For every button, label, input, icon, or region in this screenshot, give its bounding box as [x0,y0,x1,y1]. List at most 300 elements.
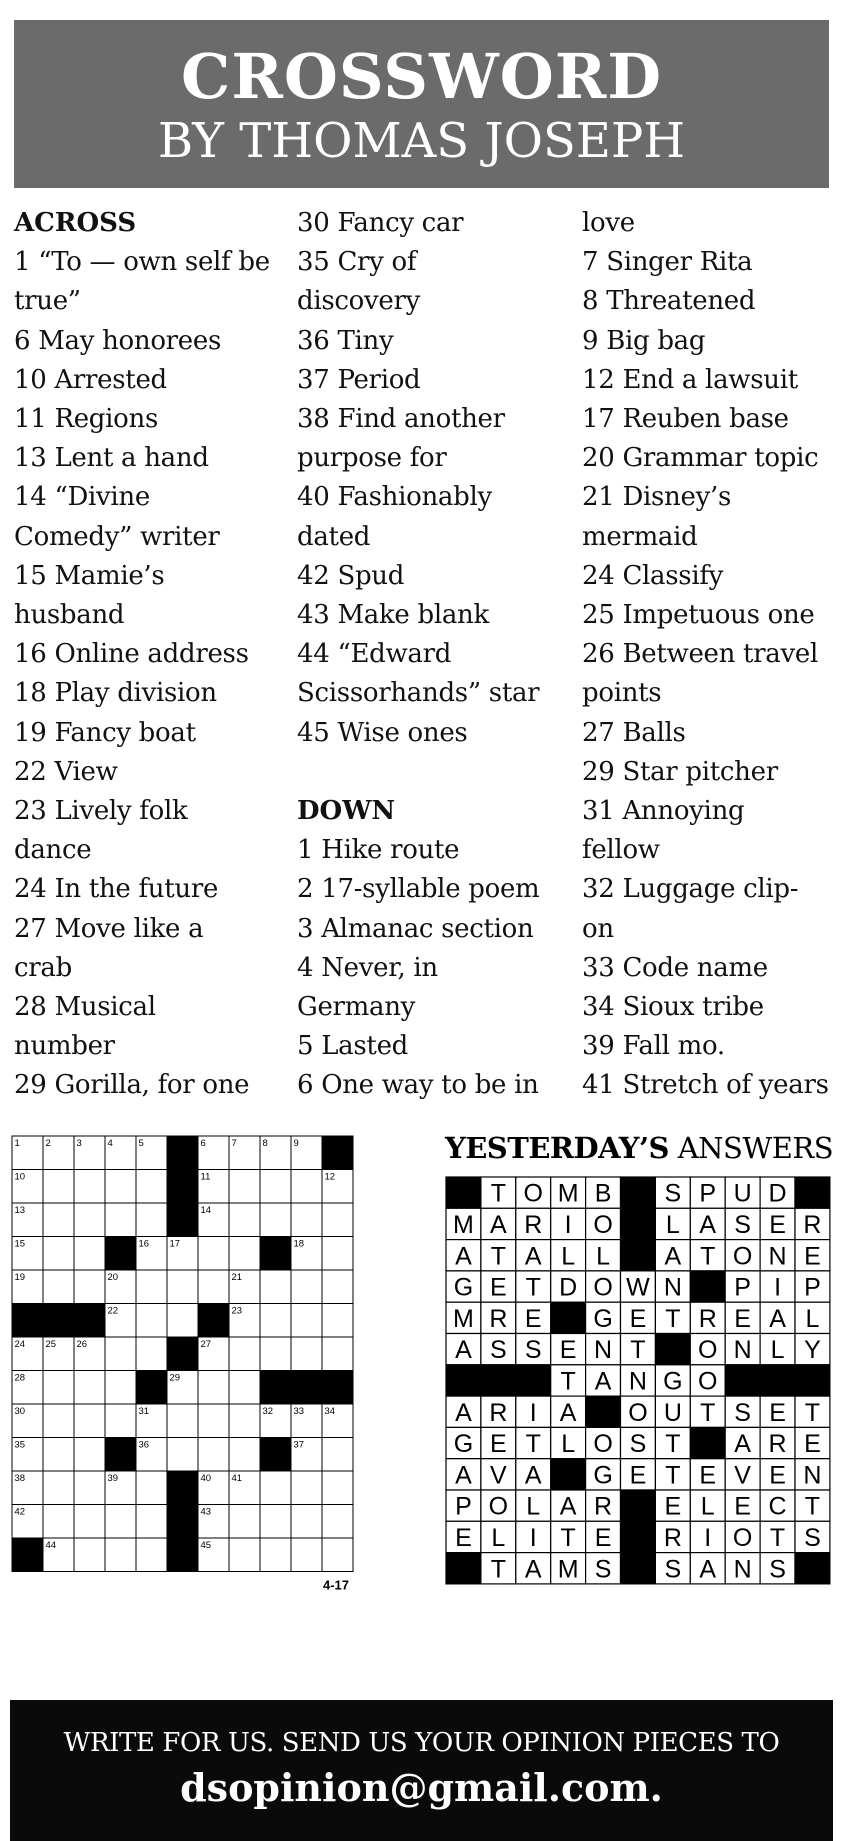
clue-down-41: 41 Stretch of years [582,1070,829,1101]
clue-across-14b: Comedy” writer [14,521,220,552]
grid-number: 39 [107,1473,119,1484]
grid-cell[interactable] [136,1538,167,1572]
grid-cell[interactable] [260,1270,291,1304]
grid-cell[interactable] [136,1337,167,1371]
grid-number: 12 [324,1171,336,1183]
grid-cell[interactable] [167,1438,198,1472]
grid-cell[interactable] [291,1270,322,1304]
clue-across-18: 18 Play division [14,678,217,709]
answer-letter: R [489,1304,508,1333]
answer-letter: L [561,1430,576,1459]
answer-letter: T [490,1179,506,1208]
answer-letter: I [774,1273,782,1302]
clue-across-6: 6 May honorees [14,325,222,356]
grid-number: 37 [293,1439,305,1451]
clue-across-27a: 27 Move like a [14,913,204,944]
grid-cell[interactable] [43,1170,74,1204]
grid-cell[interactable] [291,1337,322,1371]
grid-number: 20 [107,1272,119,1283]
grid-cell[interactable] [167,1304,198,1338]
grid-cell[interactable] [322,1538,353,1572]
grid-block-cell [105,1237,136,1271]
clue-across-42: 42 Spud [297,560,405,591]
grid-number: 42 [14,1506,26,1518]
clue-down-17: 17 Reuben base [582,404,789,435]
answer-letter: E [734,1304,751,1333]
grid-block-cell [260,1371,291,1405]
grid-cell[interactable] [291,1170,322,1204]
grid-number: 18 [293,1238,305,1250]
answer-block-cell [760,1365,795,1396]
answer-letter: R [524,1210,543,1239]
grid-cell[interactable] [322,1471,353,1505]
answer-block-cell [655,1334,690,1365]
grid-cell[interactable] [43,1237,74,1271]
answer-letter: S [524,1336,542,1365]
grid-cell[interactable] [74,1471,105,1505]
grid-cell[interactable] [291,1203,322,1237]
clue-down-33: 33 Code name [582,952,768,983]
grid-block-cell [167,1471,198,1505]
grid-cell[interactable] [229,1505,260,1539]
answer-letter: A [455,1398,472,1427]
grid-number: 26 [76,1339,88,1350]
grid-cell[interactable] [322,1505,353,1539]
grid-cell[interactable] [43,1203,74,1237]
answer-letter: O [593,1430,613,1459]
grid-cell[interactable] [322,1203,353,1237]
answer-letter: V [490,1461,507,1490]
answer-letter: A [524,1242,542,1271]
yesterdays-title-bold: YESTERDAY’S [445,1131,669,1165]
answer-letter: V [734,1461,751,1490]
answer-block-cell [586,1396,621,1427]
answer-letter: S [490,1336,507,1365]
grid-cell[interactable] [136,1170,167,1204]
clue-across-45: 45 Wise ones [297,717,468,748]
clue-across-24: 24 In the future [14,874,219,905]
grid-number: 32 [262,1406,274,1417]
answer-letter: O [698,1367,718,1396]
answer-letter: A [769,1304,786,1333]
grid-cell[interactable] [260,1304,291,1338]
answer-block-cell [795,1177,830,1208]
answer-letter: S [664,1179,682,1208]
answer-letter: A [664,1242,682,1271]
grid-cell[interactable] [198,1237,229,1271]
grid-cell[interactable] [74,1505,105,1539]
answer-letter: T [665,1430,681,1459]
answer-letter: T [630,1336,646,1365]
answer-letter: E [804,1242,821,1271]
clue-down-29: 29 Star pitcher [582,756,778,787]
answer-letter: T [700,1242,716,1271]
grid-block-cell [260,1237,291,1271]
grid-cell[interactable] [260,1538,291,1572]
grid-cell[interactable] [322,1438,353,1472]
grid-number: 7 [231,1138,237,1149]
grid-block-cell [198,1304,229,1338]
answer-letter: T [525,1430,541,1459]
answer-letter: A [559,1492,577,1521]
grid-cell[interactable] [260,1505,291,1539]
clue-down-21b: mermaid [582,521,698,552]
answer-letter: S [734,1210,751,1239]
byline: BY THOMAS JOSEPH [157,113,686,169]
grid-cell[interactable] [74,1270,105,1304]
answer-letter: S [769,1555,786,1584]
answer-letter: L [805,1304,820,1333]
answer-letter: T [804,1398,821,1427]
clue-across-44a: 44 “Edward [297,639,452,670]
grid-number: 8 [262,1138,268,1149]
grid-number: 13 [14,1205,26,1216]
grid-cell[interactable] [74,1438,105,1472]
grid-cell[interactable] [43,1404,74,1438]
grid-number: 9 [293,1138,299,1149]
answer-block-cell [725,1365,760,1396]
grid-cell[interactable] [229,1404,260,1438]
answer-letter: T [560,1523,576,1552]
grid-number: 10 [14,1171,26,1183]
grid-cell[interactable] [74,1203,105,1237]
answer-block-cell [446,1365,481,1396]
answer-letter: L [770,1336,785,1365]
grid-number: 4 [107,1138,113,1149]
grid-cell[interactable] [105,1538,136,1572]
grid-cell[interactable] [291,1471,322,1505]
grid-number: 14 [200,1205,212,1216]
grid-number: 24 [14,1339,26,1350]
answer-letter: E [664,1492,682,1521]
answer-block-cell [621,1521,656,1552]
answer-letter: P [699,1179,717,1208]
grid-cell[interactable] [322,1337,353,1371]
answer-letter: T [525,1273,541,1302]
clue-down-5: 5 Lasted [297,1031,408,1062]
footer-banner [10,1700,833,1841]
grid-number: 1 [14,1138,20,1149]
answer-letter: I [564,1210,572,1239]
answer-letter: O [593,1273,613,1302]
grid-cell[interactable] [322,1237,353,1271]
clue-across-11: 11 Regions [14,404,159,435]
grid-cell[interactable] [105,1505,136,1539]
grid-cell[interactable] [136,1505,167,1539]
answer-letter: R [663,1523,682,1552]
answer-letter: E [769,1461,786,1490]
grid-number: 41 [231,1473,243,1484]
grid-cell[interactable] [74,1170,105,1204]
answer-block-cell [446,1553,481,1584]
grid-number: 2 [45,1138,51,1149]
footer-email[interactable]: dsopinion@gmail.com. [180,1765,663,1810]
grid-cell[interactable] [74,1404,105,1438]
answer-letter: M [453,1304,474,1333]
grid-cell[interactable] [260,1170,291,1204]
grid-cell[interactable] [105,1371,136,1405]
grid-number: 15 [14,1238,26,1250]
grid-cell[interactable] [105,1170,136,1204]
grid-number: 16 [138,1238,150,1250]
answer-letter: T [804,1492,821,1521]
answer-letter: N [768,1242,787,1271]
answer-letter: L [526,1492,541,1521]
answer-letter: A [594,1367,612,1396]
grid-cell[interactable] [43,1471,74,1505]
answer-letter: O [628,1398,648,1427]
grid-number: 25 [45,1339,57,1350]
answer-letter: P [455,1492,472,1521]
answer-letter: I [704,1523,712,1552]
clue-down-3: 3 Almanac section [297,913,534,944]
grid-cell[interactable] [229,1538,260,1572]
answer-letter: O [523,1179,543,1208]
grid-cell[interactable] [260,1471,291,1505]
answer-letter: R [489,1398,508,1427]
grid-cell[interactable] [167,1404,198,1438]
grid-cell[interactable] [136,1471,167,1505]
grid-number: 22 [107,1305,119,1317]
clue-down-1: 1 Hike route [297,835,460,866]
answer-letter: O [732,1523,753,1552]
clue-down-8: 8 Threatened [582,286,756,317]
grid-cell[interactable] [229,1203,260,1237]
answer-letter: T [490,1555,506,1584]
clue-down-26a: 26 Between travel [582,639,818,670]
answer-letter: G [453,1430,474,1459]
answer-letter: O [593,1210,613,1239]
answer-block-cell [516,1365,551,1396]
grid-block-cell [322,1371,353,1405]
grid-block-cell [12,1538,43,1572]
grid-cell[interactable] [229,1170,260,1204]
answer-block-cell [621,1177,656,1208]
clue-across-1b: true” [14,286,81,317]
answer-letter: E [455,1523,472,1552]
answer-block-cell [621,1240,656,1271]
clue-across-36: 36 Tiny [297,325,394,356]
answer-letter: E [734,1492,751,1521]
grid-block-cell [136,1371,167,1405]
clue-across-15b: husband [14,600,125,631]
grid-cell[interactable] [198,1270,229,1304]
answer-letter: L [491,1523,506,1552]
clue-across-28b: number [14,1031,115,1062]
grid-cell[interactable] [198,1404,229,1438]
answer-block-cell [690,1271,725,1302]
answer-letter: A [455,1461,472,1490]
clue-across-23a: 23 Lively folk [14,796,188,827]
clue-down-32b: on [582,913,614,944]
grid-number: 3 [76,1138,82,1149]
clue-down-25: 25 Impetuous one [582,600,815,631]
grid-block-cell [43,1304,74,1338]
grid-cell[interactable] [43,1505,74,1539]
grid-cell[interactable] [291,1304,322,1338]
across-heading: ACROSS [14,208,137,238]
answer-letter: T [665,1461,681,1490]
answer-block-cell [621,1553,656,1584]
answer-letter: E [804,1430,821,1459]
grid-number: 5 [138,1138,144,1149]
grid-cell[interactable] [260,1337,291,1371]
answer-letter: M [557,1555,579,1584]
grid-cell[interactable] [43,1438,74,1472]
clue-down-24: 24 Classify [582,560,724,591]
grid-number: 29 [169,1372,181,1384]
clue-across-40b: dated [297,521,371,552]
grid-number: 28 [14,1372,26,1384]
clue-across-35a: 35 Cry of [297,247,417,278]
answer-letter: G [453,1273,474,1302]
grid-number: 34 [324,1406,336,1417]
grid-block-cell [167,1538,198,1572]
grid-number: 23 [231,1305,243,1317]
grid-cell[interactable] [198,1438,229,1472]
answer-letter: I [529,1523,537,1552]
grid-block-cell [322,1136,353,1170]
clue-column-1 [14,204,286,1109]
clue-down-7: 7 Singer Rita [582,247,753,278]
grid-cell[interactable] [136,1203,167,1237]
grid-block-cell [167,1337,198,1371]
answer-letter: E [629,1461,647,1490]
clue-down-34: 34 Sioux tribe [582,992,764,1023]
clue-column-3 [582,204,834,1109]
grid-cell[interactable] [74,1538,105,1572]
grid-number: 21 [231,1272,243,1283]
clue-across-27b: crab [14,952,72,983]
grid-cell[interactable] [136,1304,167,1338]
footer-cta: WRITE FOR US. SEND US YOUR OPINION PIECES TO [63,1728,780,1758]
answer-letter: P [804,1273,821,1302]
answer-block-cell [795,1365,830,1396]
answer-letter: E [594,1523,612,1552]
answer-letter: O [698,1336,718,1365]
grid-number: 33 [293,1406,305,1417]
answer-letter: L [700,1492,715,1521]
clue-across-23b: dance [14,835,92,866]
grid-cell[interactable] [260,1203,291,1237]
answer-letter: A [455,1336,472,1365]
clue-across-40a: 40 Fashionably [297,482,492,513]
answer-letter: O [488,1492,509,1521]
answer-letter: E [490,1273,507,1302]
answer-letter: A [524,1555,542,1584]
grid-number: 44 [45,1540,57,1551]
clue-across-22: 22 View [14,756,118,787]
answer-letter: S [664,1555,682,1584]
grid-block-cell [260,1438,291,1472]
grid-number: 6 [200,1138,206,1149]
grid-block-cell [12,1304,43,1338]
grid-block-cell [291,1371,322,1405]
answer-letter: G [593,1304,613,1333]
answer-letter: N [803,1461,822,1490]
grid-cell[interactable] [167,1270,198,1304]
grid-cell[interactable] [322,1304,353,1338]
grid-number: 30 [14,1406,26,1417]
clue-down-20: 20 Grammar topic [582,443,819,474]
grid-block-cell [167,1505,198,1539]
grid-cell[interactable] [322,1270,353,1304]
grid-cell[interactable] [105,1404,136,1438]
grid-cell[interactable] [105,1337,136,1371]
answer-letter: N [628,1367,647,1396]
grid-block-cell [74,1304,105,1338]
clue-down-4a: 4 Never, in [297,952,438,983]
answer-letter: G [593,1461,613,1490]
answer-block-cell [481,1365,516,1396]
answer-letter: S [594,1555,612,1584]
clue-across-10: 10 Arrested [14,364,167,395]
answer-letter: A [490,1210,507,1239]
clue-across-14a: 14 “Divine [14,482,150,513]
clue-down-6a: 6 One way to be in [297,1070,539,1101]
answer-letter: G [663,1367,683,1396]
grid-cell[interactable] [43,1270,74,1304]
clue-across-28a: 28 Musical [14,992,156,1023]
answer-block-cell [551,1302,586,1333]
grid-number: 38 [14,1473,26,1484]
down-heading: DOWN [297,796,396,827]
grid-number: 36 [138,1439,150,1451]
answer-letter: S [734,1398,751,1427]
header-banner [14,20,829,188]
grid-cell[interactable] [229,1371,260,1405]
answer-block-cell [551,1459,586,1490]
answer-letter: S [629,1430,647,1459]
grid-number: 35 [14,1439,26,1451]
clue-across-37: 37 Period [297,364,421,395]
grid-cell[interactable] [229,1237,260,1271]
answer-letter: U [733,1179,752,1208]
clue-down-26b: points [582,678,662,709]
answer-letter: N [733,1336,752,1365]
answer-letter: T [490,1242,506,1271]
answer-block-cell [446,1177,481,1208]
grid-cell[interactable] [74,1237,105,1271]
grid-cell[interactable] [291,1538,322,1572]
clue-across-38a: 38 Find another [297,404,505,435]
grid-cell[interactable] [229,1337,260,1371]
grid-block-cell [167,1170,198,1204]
grid-number: 17 [169,1238,181,1250]
grid-number: 45 [200,1540,212,1551]
grid-cell[interactable] [105,1203,136,1237]
grid-cell[interactable] [43,1371,74,1405]
clue-down-9: 9 Big bag [582,325,706,356]
answer-letter: T [769,1523,786,1552]
answer-letter: P [734,1273,751,1302]
answer-letter: M [453,1210,474,1239]
answer-block-cell [690,1427,725,1458]
answer-letter: E [699,1461,717,1490]
grid-cell[interactable] [136,1270,167,1304]
answer-letter: S [804,1523,821,1552]
grid-cell[interactable] [291,1505,322,1539]
grid-cell[interactable] [198,1371,229,1405]
answer-letter: I [529,1398,537,1427]
grid-cell[interactable] [229,1438,260,1472]
clue-across-29: 29 Gorilla, for one [14,1070,250,1101]
grid-block-cell [167,1136,198,1170]
answer-letter: W [626,1273,650,1302]
answer-letter: R [594,1492,613,1521]
answer-letter: N [663,1273,682,1302]
grid-cell[interactable] [74,1371,105,1405]
